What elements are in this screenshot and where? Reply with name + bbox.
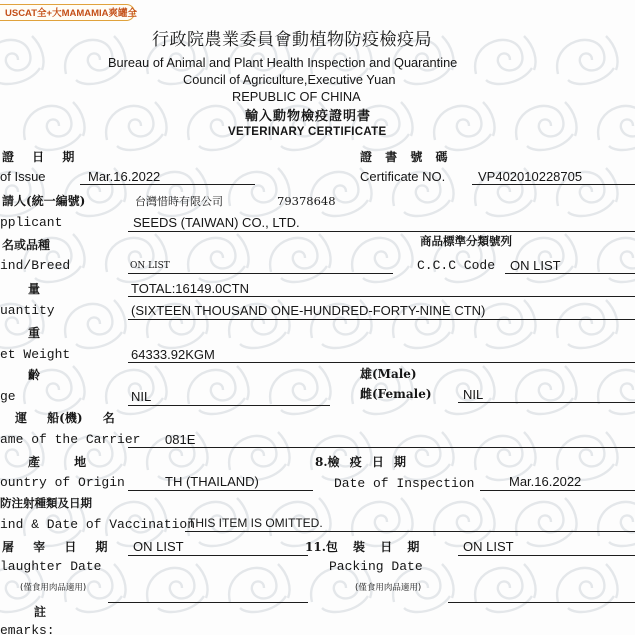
- watermark-swirl: [475, 564, 535, 612]
- watermark-swirl: [598, 366, 635, 414]
- packing-label: Packing Date: [329, 559, 423, 574]
- quantity-label-zh: 量: [28, 282, 41, 296]
- council-name: Council of Agriculture,Executive Yuan: [183, 72, 396, 87]
- date-of-issue-label-zh: 證 日 期: [2, 150, 75, 164]
- date-of-issue-value: Mar.16.2022: [88, 169, 161, 184]
- carrier-value: 081E: [165, 432, 196, 447]
- kind-breed-value: ON LIST: [130, 261, 170, 271]
- watermark-swirl: [598, 102, 635, 150]
- certificate-title-en: VETERINARY CERTIFICATE: [228, 126, 387, 138]
- certificate-title-zh: 輸入動物檢疫證明書: [245, 109, 372, 124]
- watermark-swirl: [229, 564, 289, 612]
- carrier-label-zh: 運 船(機) 名: [15, 411, 115, 425]
- header-tag: USCAT全+大MAMAMIA爽罐全: [0, 4, 135, 21]
- packing-label-zh: 11.包 裝 日 期: [305, 540, 420, 554]
- net-weight-label: et Weight: [0, 347, 71, 362]
- date-of-issue-label: of Issue: [0, 169, 46, 184]
- watermark-swirl: [475, 36, 535, 84]
- net-weight-label-zh: 重: [28, 326, 41, 340]
- vaccination-label-zh: 防注射種類及日期: [0, 496, 92, 510]
- watermark-swirl: [557, 36, 617, 84]
- ccc-code-label: C.C.C Code: [417, 258, 496, 273]
- watermark-swirl: [557, 300, 617, 348]
- certificate-no-label: Certificate NO.: [360, 169, 446, 184]
- watermark-swirl: [147, 564, 207, 612]
- watermark-swirl: [229, 168, 289, 216]
- age-value: NIL: [131, 389, 152, 404]
- vaccination-value: THIS ITEM IS OMITTED.: [188, 516, 323, 530]
- packing-note: (僅食用肉品適用): [355, 583, 422, 593]
- inspection-date-label-zh: 8.檢 疫 日 期: [315, 455, 407, 469]
- net-weight-value: 64333.92KGM: [131, 347, 215, 362]
- watermark-swirl: [434, 102, 494, 150]
- ccc-code-label-zh: 商品標準分類號列: [420, 234, 512, 248]
- watermark-swirl: [270, 234, 330, 282]
- remarks-label-zh: 註: [34, 605, 47, 619]
- watermark-swirl: [106, 102, 166, 150]
- sex-male-label: 雄(Male): [360, 367, 417, 381]
- watermark-swirl: [598, 498, 635, 546]
- remarks-label: emarks:: [0, 623, 55, 635]
- applicant-label-zh: 請人(統一編號): [2, 194, 86, 208]
- origin-value: TH (THAILAND): [165, 474, 259, 489]
- vaccination-label: ind & Date of Vaccination: [0, 517, 196, 532]
- certificate-no-label-zh: 證 書 號 碼: [360, 150, 448, 164]
- chinese-title: 行政院農業委員會動植物防疫檢疫局: [152, 30, 432, 50]
- watermark-swirl: [229, 432, 289, 480]
- slaughter-label-zh: 屠 宰 日 期: [2, 540, 108, 554]
- quantity-label: uantity: [0, 303, 55, 318]
- watermark-swirl: [516, 498, 576, 546]
- watermark-swirl: [65, 300, 125, 348]
- ccc-code-value: ON LIST: [510, 258, 561, 273]
- country-name: REPUBLIC OF CHINA: [232, 89, 361, 104]
- applicant-name: SEEDS (TAIWAN) CO., LTD.: [133, 215, 300, 230]
- carrier-label: ame of the Carrier: [0, 432, 141, 447]
- applicant-label: pplicant: [0, 215, 63, 230]
- slaughter-note: (僅食用肉品適用): [20, 583, 87, 593]
- watermark-swirl: [557, 432, 617, 480]
- slaughter-label: laughter Date: [0, 559, 102, 574]
- kind-breed-label-zh: 名或品種: [2, 238, 51, 252]
- slaughter-value: ON LIST: [133, 539, 184, 554]
- watermark-swirl: [516, 366, 576, 414]
- applicant-tax-id: 79378648: [277, 194, 336, 208]
- certificate-no-value: VP402010228705: [478, 169, 583, 184]
- watermark-swirl: [475, 432, 535, 480]
- watermark-swirl: [557, 564, 617, 612]
- watermark-swirl: [188, 366, 248, 414]
- watermark-swirl: [352, 498, 412, 546]
- sex-value: NIL: [463, 387, 484, 402]
- age-label: ge: [0, 389, 16, 404]
- packing-value: ON LIST: [463, 539, 514, 554]
- origin-label-zh: 產 地: [28, 455, 87, 469]
- applicant-name-zh: 台灣惜時有限公司: [135, 195, 223, 208]
- watermark-swirl: [188, 234, 248, 282]
- sex-female-label: 雌(Female): [360, 387, 432, 401]
- inspection-date-value: Mar.16.2022: [509, 474, 582, 489]
- watermark-swirl: [24, 102, 84, 150]
- watermark-swirl: [352, 234, 412, 282]
- watermark-swirl: [598, 234, 635, 282]
- watermark-swirl: [106, 234, 166, 282]
- origin-label: ountry of Origin: [0, 475, 125, 490]
- quantity-value: TOTAL:16149.0CTN: [131, 281, 250, 296]
- quantity-words: (SIXTEEN THOUSAND ONE-HUNDRED-FORTY-NINE CTN): [131, 303, 486, 318]
- bureau-name: Bureau of Animal and Plant Health Inspection and Quarantine: [108, 55, 458, 70]
- watermark-swirl: [0, 36, 44, 84]
- watermark-swirl: [516, 102, 576, 150]
- age-label-zh: 齡: [28, 368, 41, 382]
- kind-breed-label: ind/Breed: [0, 258, 71, 273]
- watermark-swirl: [270, 366, 330, 414]
- inspection-date-label: Date of Inspection: [334, 476, 475, 491]
